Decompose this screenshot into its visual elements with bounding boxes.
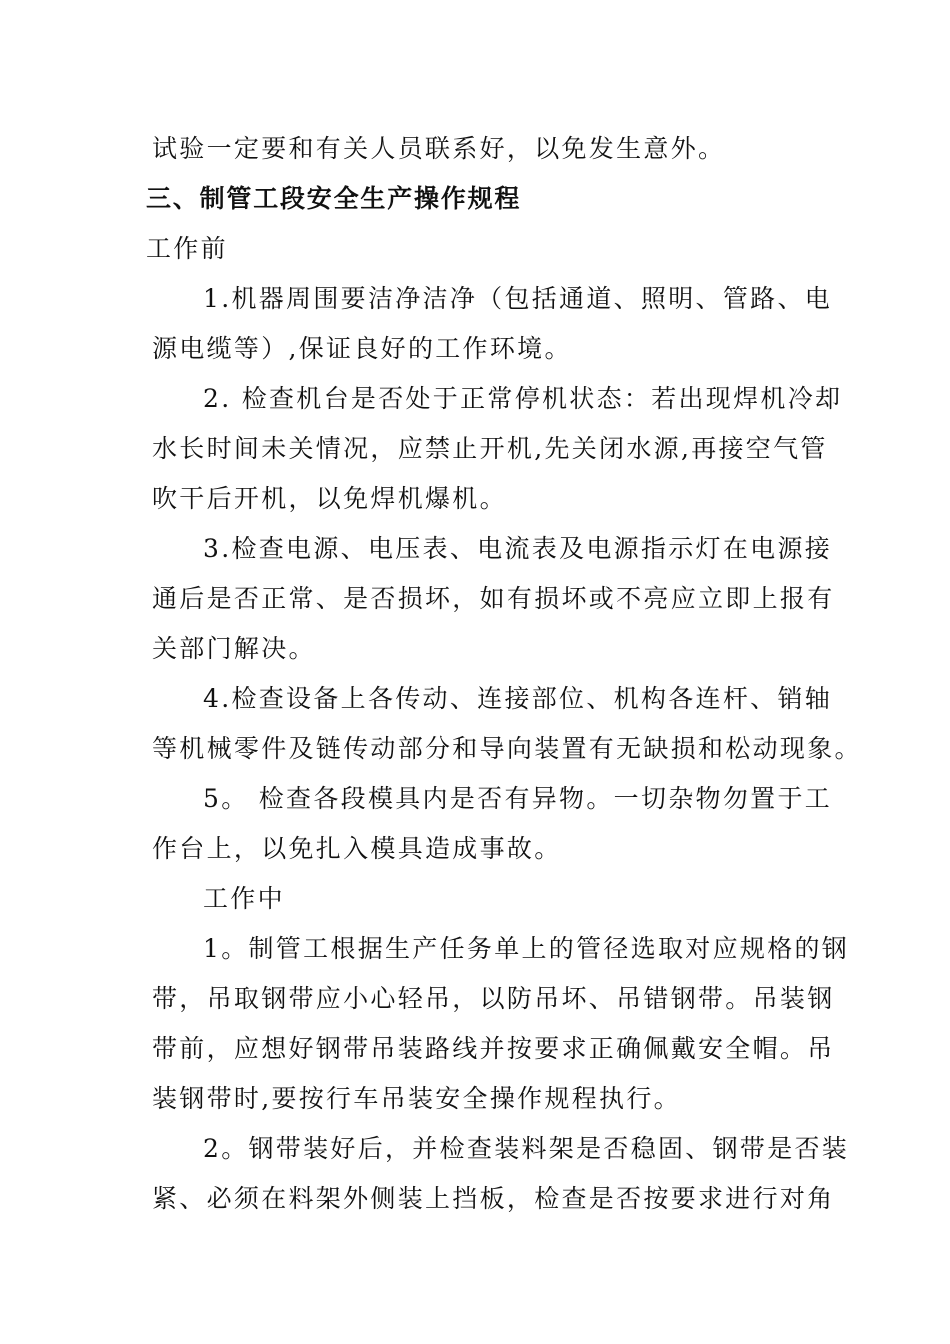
text-line: 等机械零件及链传动部分和导向装置有无缺损和松动现象。 bbox=[152, 734, 862, 763]
text-line: 吹干后开机，以免焊机爆机。 bbox=[152, 484, 507, 513]
text-line: 4.检查设备上各传动、连接部位、机构各连杆、销轴 bbox=[203, 684, 833, 713]
text-line: 2. 检查机台是否处于正常停机状态：若出现焊机冷却 bbox=[203, 384, 843, 413]
text-line: 带，吊取钢带应小心轻吊，以防吊坏、吊错钢带。吊装钢 bbox=[152, 984, 835, 1013]
section-heading: 三、制管工段安全生产操作规程 bbox=[146, 184, 522, 213]
subheading-before-work: 工作前 bbox=[146, 234, 228, 263]
subheading-during-work: 工作中 bbox=[203, 884, 285, 913]
text-line: 关部门解决。 bbox=[152, 634, 316, 663]
text-line: 5。 检查各段模具内是否有异物。一切杂物勿置于工 bbox=[203, 784, 833, 813]
text-line: 装钢带时,要按行车吊装安全操作规程执行。 bbox=[152, 1084, 681, 1113]
text-line: 紧、必须在料架外侧装上挡板，检查是否按要求进行对角 bbox=[152, 1184, 835, 1213]
text-line: 通后是否正常、是否损坏，如有损坏或不亮应立即上报有 bbox=[152, 584, 835, 613]
text-line: 带前，应想好钢带吊装路线并按要求正确佩戴安全帽。吊 bbox=[152, 1034, 835, 1063]
text-line: 试验一定要和有关人员联系好，以免发生意外。 bbox=[152, 134, 726, 163]
text-line: 水长时间未关情况，应禁止开机,先关闭水源,再接空气管 bbox=[152, 434, 828, 463]
text-line: 1。制管工根据生产任务单上的管径选取对应规格的钢 bbox=[203, 934, 850, 963]
text-line: 2。钢带装好后，并检查装料架是否稳固、钢带是否装 bbox=[203, 1134, 850, 1163]
text-line: 3.检查电源、电压表、电流表及电源指示灯在电源接 bbox=[203, 534, 833, 563]
text-line: 1.机器周围要洁净洁净（包括通道、照明、管路、电 bbox=[203, 284, 833, 313]
text-line: 源电缆等）,保证良好的工作环境。 bbox=[152, 334, 572, 363]
text-line: 作台上，以免扎入模具造成事故。 bbox=[152, 834, 562, 863]
